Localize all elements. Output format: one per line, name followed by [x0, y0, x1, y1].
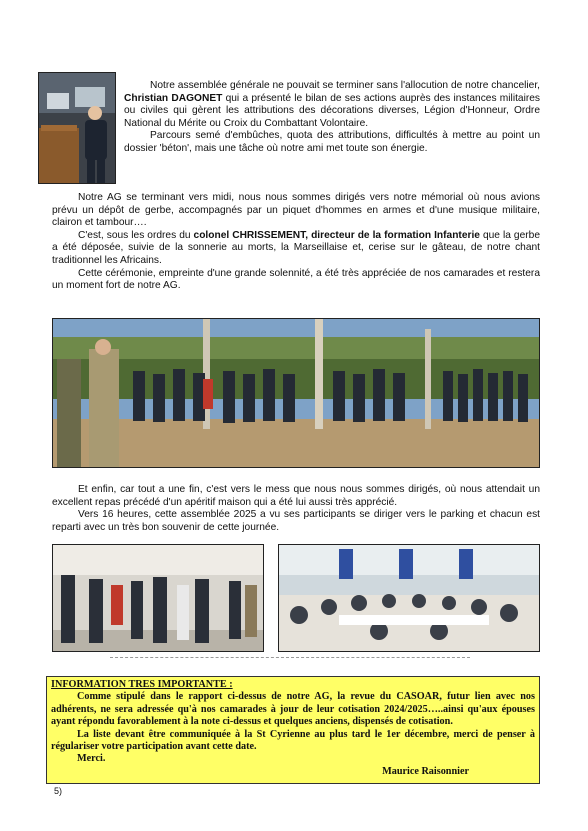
separator-line: [110, 657, 470, 658]
info-title: INFORMATION TRES IMPORTANTE :: [51, 679, 233, 690]
ceremony-p2a: C'est, sous les ordres du: [78, 229, 194, 241]
intro-p2: Parcours semé d'embûches, quota des attributions, difficultés à mettre au point un dossier 'béton', mais une tâche où notre ami met toute son énergie.: [124, 130, 540, 154]
mess-photo-dining: [278, 544, 540, 652]
ceremony-photo: [52, 318, 540, 468]
intro-text: [124, 80, 540, 156]
intro-line1: Notre assemblée générale ne pouvait se terminer sans l'allocution de notre chancelier,: [150, 80, 540, 91]
ceremony-p2c: que la gerbe a été déposée, suivie de la sonnerie au morts, la Marseillaise et, cerise sur le gâteau, de notre chant traditionnel les Africains.: [52, 229, 540, 266]
info-box: [46, 676, 540, 784]
page-number: 5): [54, 786, 63, 796]
speaker-photo: [38, 72, 116, 184]
ending-p2: Vers 16 heures, cette assemblée 2025 a vu ses participants se diriger vers le parking et chacun est reparti avec un très bon souvenir de cette journée.: [52, 509, 540, 533]
signature: Maurice Raisonnier: [382, 765, 469, 777]
ceremony-p1: Notre AG se terminant vers midi, nous nous sommes dirigés vers notre mémorial où nous avions prévu un dépôt de gerbe, accompagnés par un piquet d'hommes en armes et d'une musique militaire, clairon et tambour….: [52, 192, 540, 229]
info-p1: Comme stipulé dans le rapport ci-dessus de notre AG, la revue du CASOAR, futur lien avec nos adhérents, ne sera adressée qu'à nos camarades à jour de leur cotisation 2024/2025…..ainsi qu'aux épouses ayant répondu favorablement à la note ci-dessus et quelques anciens, dispensés de cotisation.: [51, 691, 535, 728]
ending-text: [52, 484, 540, 534]
info-thanks: Merci.: [77, 753, 106, 765]
mess-photo-standing: [52, 544, 264, 652]
colonel-name: colonel CHRISSEMENT, directeur de la formation Infanterie: [193, 229, 480, 241]
chancellor-name: Christian DAGONET: [124, 92, 223, 104]
info-p2: La liste devant être communiquée à la St Cyrienne au plus tard le 1er décembre, merci de penser à régulariser votre participation avant cette date.: [51, 728, 535, 753]
ceremony-text: [52, 192, 540, 293]
ceremony-p3: Cette cérémonie, empreinte d'une grande solennité, a été très appréciée de nos camarades et restera un moment fort de notre AG.: [52, 267, 540, 292]
ending-p1: Et enfin, car tout a une fin, c'est vers le mess que nous nous sommes dirigés, où nous attendait un excellent repas précédé d'un apéritif maison qui a été lui aussi très apprécié.: [52, 484, 540, 508]
intro-line2: qui a présenté le bilan de ses actions auprès des instances militaires ou civiles qui gèrent les attributions des décorations diverses, Légion d'Honneur, Ordre National du Mérite ou Croix du Combattant Volontaire.: [124, 92, 540, 129]
